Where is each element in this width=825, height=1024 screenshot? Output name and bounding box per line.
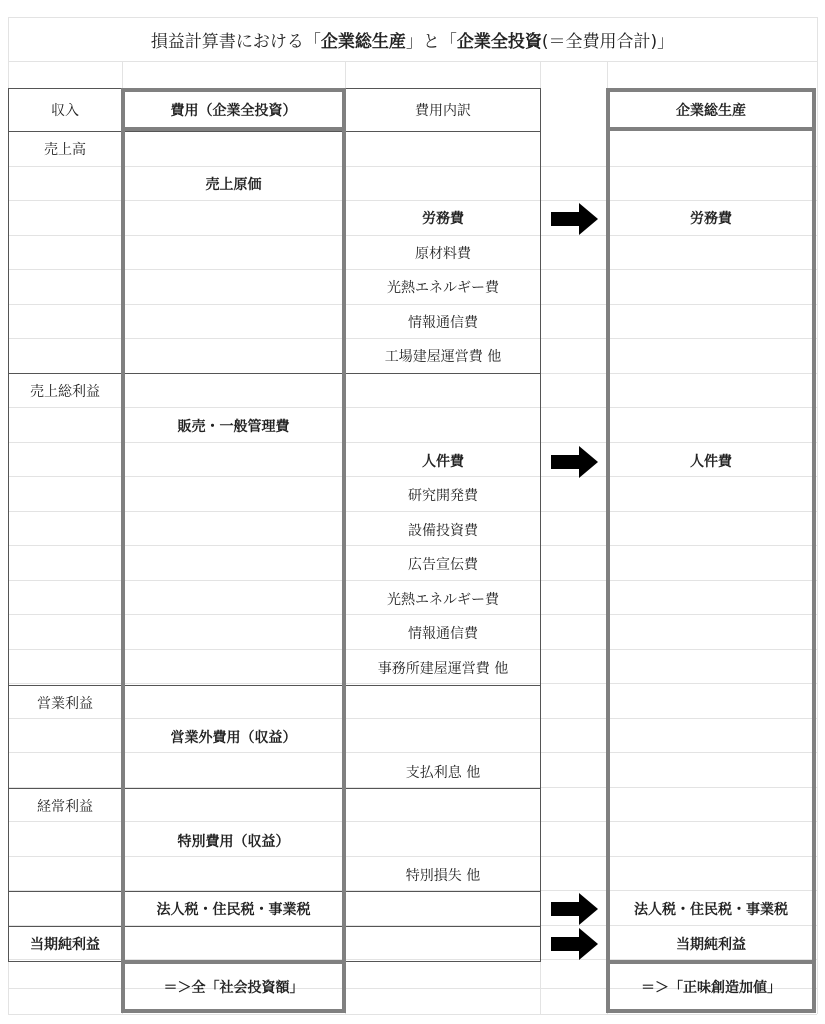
breakdown-capex: 設備投資費 [408, 523, 478, 539]
expense-cost-of-sales: 売上原価 [205, 177, 262, 193]
production-box-bottom [606, 1009, 816, 1013]
breakdown-rnd: 研究開発費 [408, 488, 478, 504]
arrow-right-icon [551, 892, 599, 926]
table-border-left [8, 88, 9, 962]
sheet-title [8, 17, 817, 61]
header-income: 収入 [51, 103, 79, 119]
gridline [8, 821, 817, 822]
gridline [8, 1014, 817, 1015]
gridline [8, 61, 817, 62]
breakdown-utilities-office: 光熱エネルギー費 [387, 592, 499, 608]
breakdown-materials: 原材料費 [415, 246, 471, 262]
arrow-right-icon [551, 202, 599, 236]
breakdown-factory: 工場建屋運営費 他 [384, 349, 502, 365]
header-breakdown: 費用内訳 [415, 103, 471, 119]
arrow-right-icon [551, 927, 599, 961]
production-labor: 労務費 [690, 211, 732, 227]
breakdown-telecom-office: 情報通信費 [408, 626, 478, 642]
expense-non-operating: 営業外費用（収益） [170, 730, 297, 746]
gridline [8, 407, 817, 408]
expense-sga: 販売・一般管理費 [177, 419, 290, 435]
income-operating-profit: 営業利益 [37, 696, 93, 712]
footer-social-investment: ＝＞全「社会投資額」 [163, 979, 304, 996]
expense-special: 特別費用（収益） [177, 834, 290, 850]
breakdown-advertising: 広告宣伝費 [408, 557, 478, 573]
production-box-right [812, 88, 816, 1013]
production-taxes: 法人税・住民税・事業税 [634, 902, 788, 918]
expense-box-left [121, 88, 125, 1013]
title-gross-production: 企業総生産 [320, 31, 406, 52]
income-sales: 売上高 [44, 142, 86, 158]
breakdown-special-loss: 特別損失 他 [405, 868, 481, 884]
title-middle: 」と「 [405, 31, 457, 52]
expense-taxes: 法人税・住民税・事業税 [156, 902, 311, 918]
breakdown-office: 事務所建屋運営費 他 [377, 661, 509, 677]
title-suffix: (＝全費用合計)」 [541, 31, 675, 52]
gridline [8, 718, 817, 719]
production-personnel: 人件費 [690, 454, 732, 470]
header-expense: 費用（企業全投資） [170, 103, 297, 119]
gridline [817, 17, 818, 1014]
breakdown-interest: 支払利息 他 [405, 765, 481, 781]
income-ordinary-profit: 経常利益 [37, 799, 93, 815]
breakdown-utilities: 光熱エネルギー費 [387, 280, 499, 296]
header-gross-production: 企業総生産 [676, 103, 746, 119]
title-total-investment: 企業全投資 [456, 31, 542, 52]
breakdown-labor: 労務費 [422, 211, 464, 227]
breakdown-personnel: 人件費 [422, 454, 464, 470]
footer-net-value: ＝＞「正味創造加値」 [641, 979, 781, 996]
arrow-right-icon [551, 445, 599, 479]
breakdown-telecom: 情報通信費 [408, 315, 478, 331]
title-prefix: 損益計算書における「 [150, 31, 321, 52]
expense-box-bottom [121, 1009, 346, 1013]
income-gross-profit: 売上総利益 [30, 384, 100, 400]
production-net-profit: 当期純利益 [676, 937, 746, 953]
table-border-right [540, 88, 541, 962]
income-net-profit: 当期純利益 [30, 937, 100, 953]
